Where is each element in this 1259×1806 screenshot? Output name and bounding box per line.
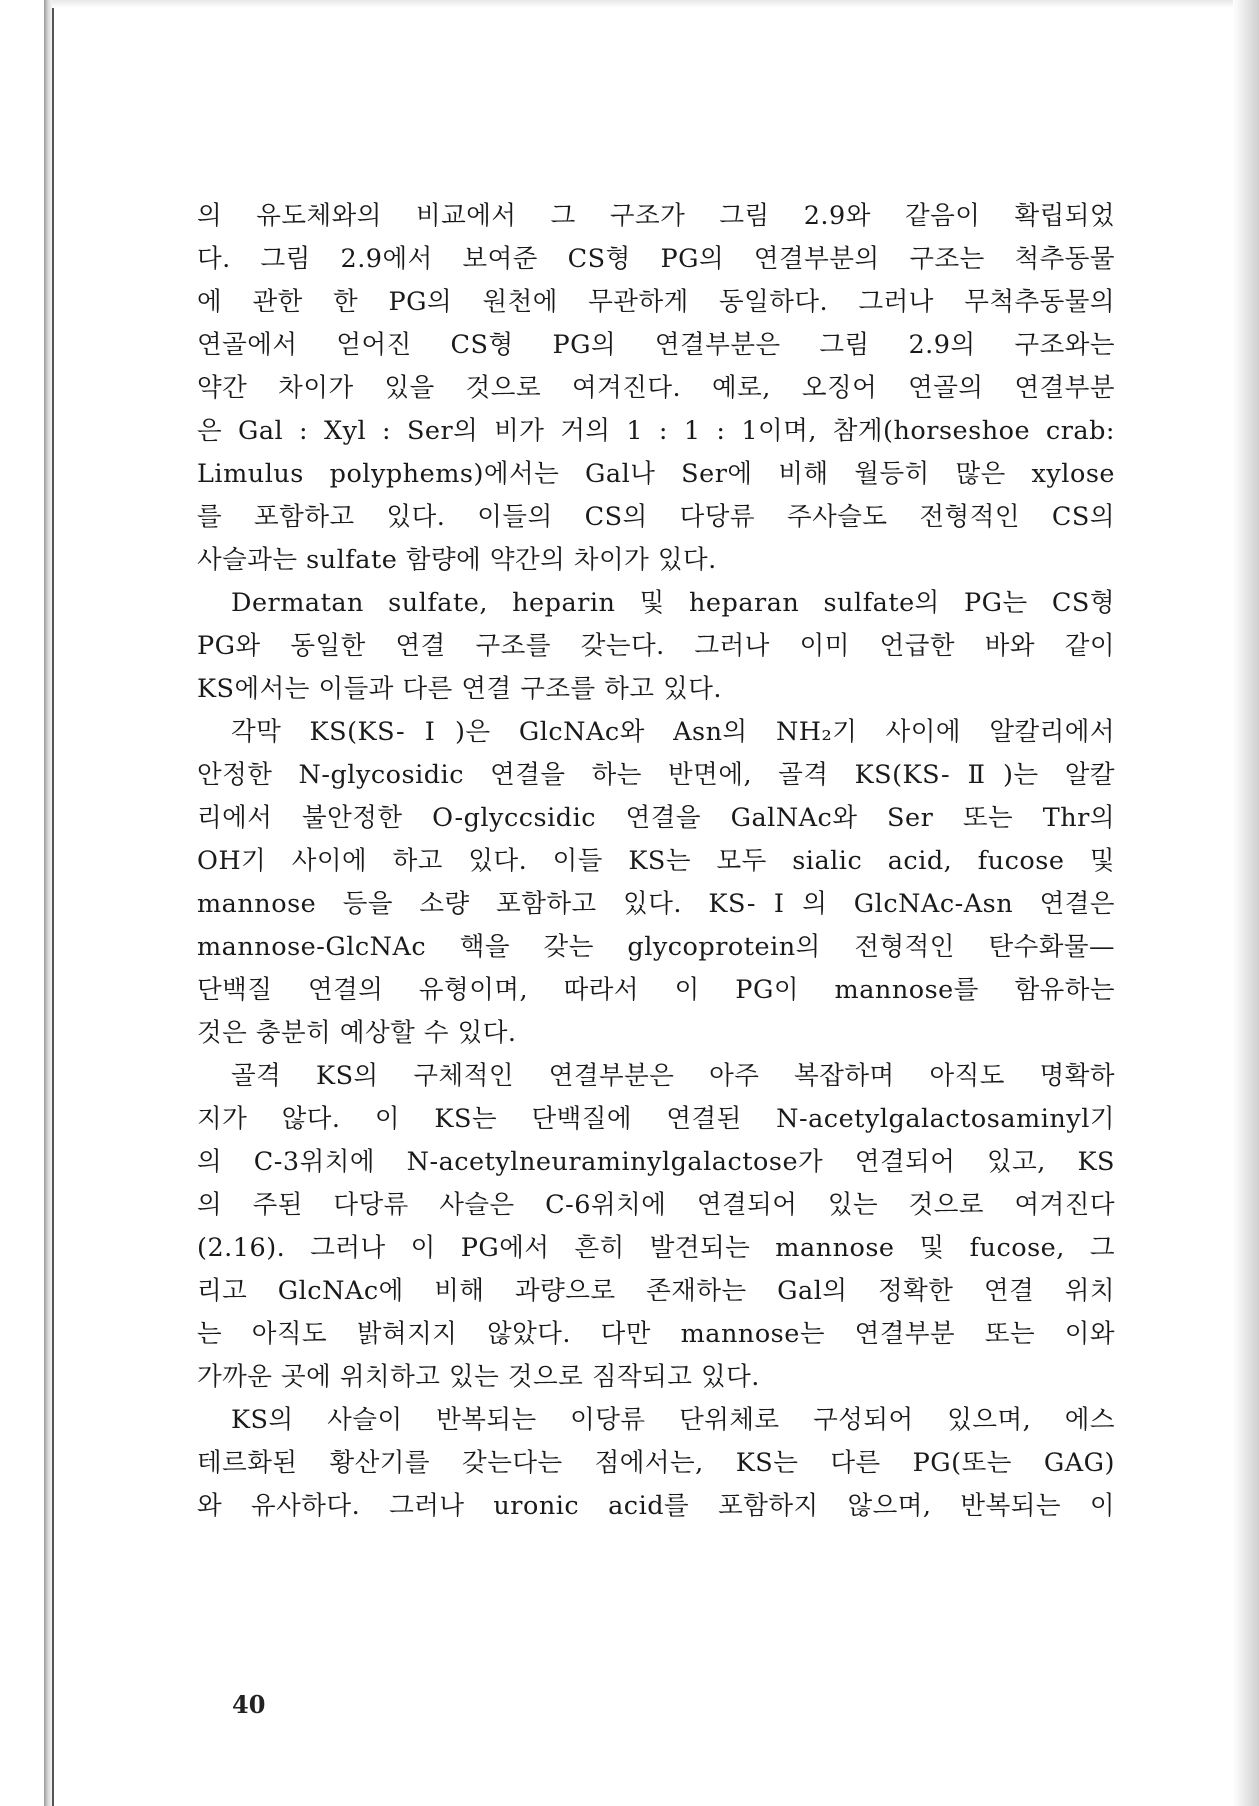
text-line: KS에서는 이들과 다른 연결 구조를 하고 있다. (197, 674, 723, 704)
text-line: 것은 충분히 예상할 수 있다. (197, 1018, 517, 1048)
text-line: OH기 사이에 하고 있다. 이들 KS는 모두 sialic acid, fucose 및 (197, 846, 1115, 876)
text-line: 단백질 연결의 유형이며, 따라서 이 PG이 mannose를 함유하는 (197, 975, 1115, 1005)
text-line: mannose-GlcNAc 핵을 갖는 glycoprotein의 전형적인 탄수화물— (197, 932, 1115, 962)
text-line: (2.16). 그러나 이 PG에서 흔히 발견되는 mannose 및 fucose, 그 (197, 1233, 1115, 1263)
text-line: PG와 동일한 연결 구조를 갖는다. 그러나 이미 언급한 바와 같이 (197, 631, 1115, 661)
text-line: 리고 GlcNAc에 비해 과량으로 존재하는 Gal의 정확한 연결 위치 (197, 1276, 1115, 1306)
text-line: 의 C-3위치에 N-acetylneuraminylgalactose가 연결되어 있고, KS (197, 1147, 1115, 1177)
text-line: 테르화된 황산기를 갖는다는 점에서는, KS는 다른 PG(또는 GAG) (197, 1448, 1115, 1478)
text-line: 은 Gal : Xyl : Ser의 비가 거의 1 : 1 : 1이며, 참게(horseshoe crab: (197, 416, 1115, 446)
text-line: 는 아직도 밝혀지지 않았다. 다만 mannose는 연결부분 또는 이와 (197, 1319, 1115, 1349)
text-line: mannose 등을 소량 포함하고 있다. KS-Ⅰ의 GlcNAc-Asn 연결은 (197, 889, 1115, 919)
text-line: 의 주된 다당류 사슬은 C-6위치에 연결되어 있는 것으로 여겨진다 (197, 1190, 1115, 1220)
text-line: 리에서 불안정한 O-glyccsidic 연결을 GalNAc와 Ser 또는 Thr의 (197, 803, 1115, 833)
text-line: 각막 KS(KS-Ⅰ)은 GlcNAc와 Asn의 NH₂기 사이에 알칼리에서 (231, 717, 1115, 747)
text-line: 연골에서 얻어진 CS형 PG의 연결부분은 그림 2.9의 구조와는 (197, 330, 1115, 360)
text-line: 를 포함하고 있다. 이들의 CS의 다당류 주사슬도 전형적인 CS의 (197, 502, 1115, 532)
text-line: 골격 KS의 구체적인 연결부분은 아주 복잡하며 아직도 명확하 (231, 1061, 1115, 1091)
text-line: 사슬과는 sulfate 함량에 약간의 차이가 있다. (197, 545, 717, 575)
page-spine-line (52, 0, 54, 1806)
page-number: 40 (232, 1690, 266, 1719)
page-top-shadow (52, 0, 1242, 8)
body-text (197, 195, 1115, 1528)
page-edge-left (44, 0, 52, 1806)
text-line: 안정한 N-glycosidic 연결을 하는 반면에, 골격 KS(KS-Ⅱ)는 알칼 (197, 760, 1115, 790)
text-line: 약간 차이가 있을 것으로 여겨진다. 예로, 오징어 연골의 연결부분 (197, 373, 1115, 403)
text-line: 의 유도체와의 비교에서 그 구조가 그림 2.9와 같음이 확립되었 (197, 201, 1115, 231)
text-line: Dermatan sulfate, heparin 및 heparan sulfate의 PG는 CS형 (231, 588, 1115, 618)
text-line: 와 유사하다. 그러나 uronic acid를 포함하지 않으며, 반복되는 이 (197, 1491, 1115, 1521)
text-line: Limulus polyphems)에서는 Gal나 Ser에 비해 월등히 많은 xylose (197, 459, 1115, 489)
text-line: 가까운 곳에 위치하고 있는 것으로 짐작되고 있다. (197, 1362, 760, 1392)
page-edge-right (1233, 0, 1259, 1806)
text-line: 에 관한 한 PG의 원천에 무관하게 동일하다. 그러나 무척추동물의 (197, 287, 1115, 317)
text-line: KS의 사슬이 반복되는 이당류 단위체로 구성되어 있으며, 에스 (231, 1405, 1115, 1435)
text-line: 다. 그림 2.9에서 보여준 CS형 PG의 연결부분의 구조는 척추동물 (197, 244, 1115, 274)
text-line: 지가 않다. 이 KS는 단백질에 연결된 N-acetylgalactosaminyl기 (197, 1104, 1115, 1134)
